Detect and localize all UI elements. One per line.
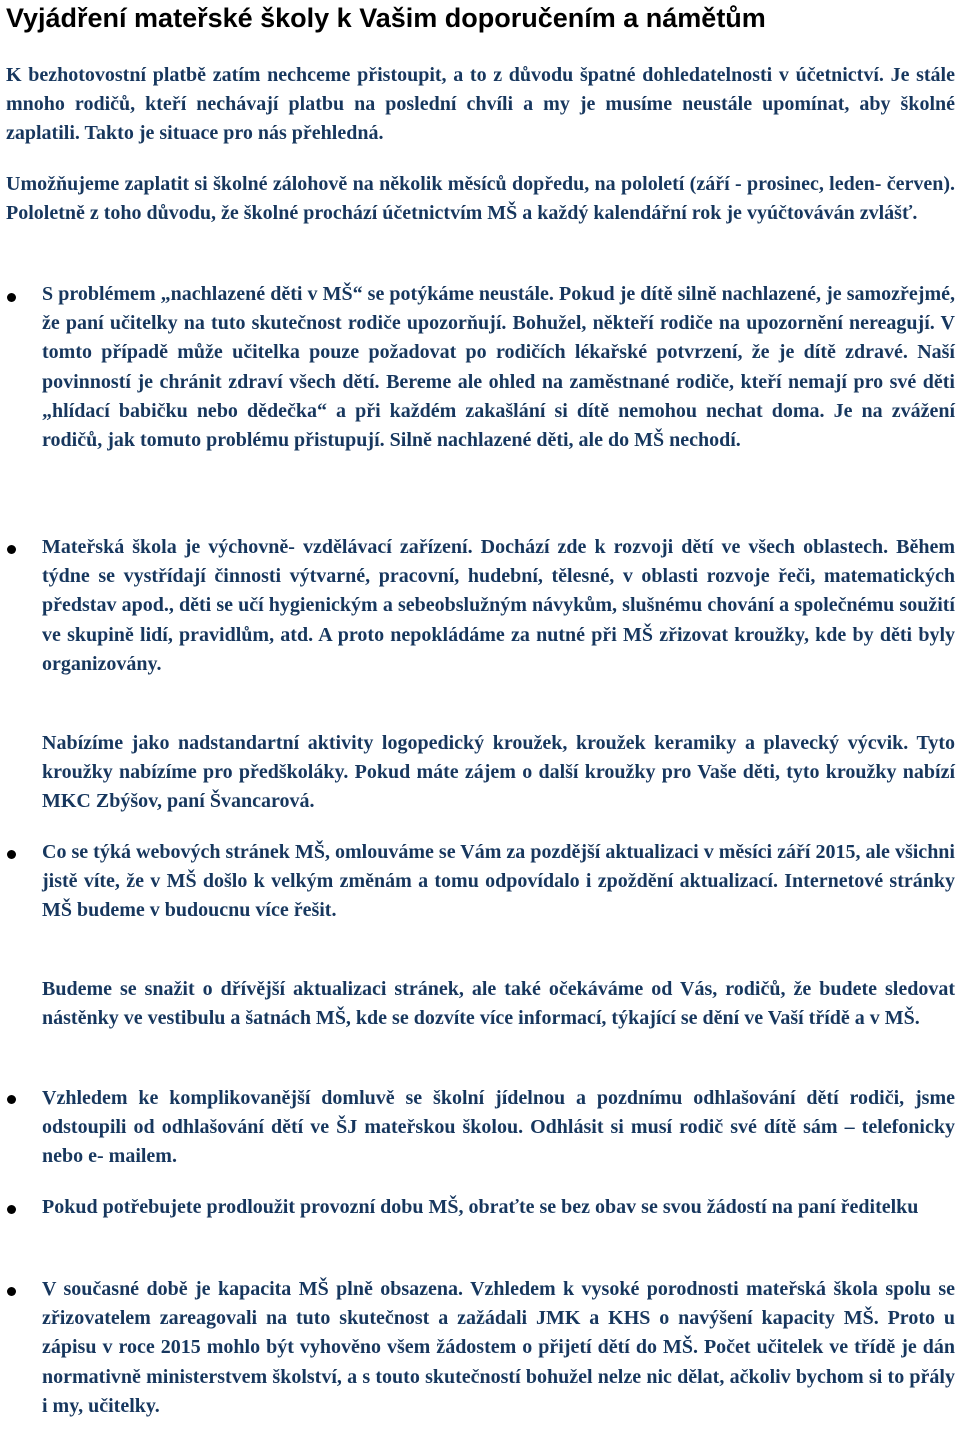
paragraph-capacity: V současné době je kapacita MŠ plně obsazena. Vzhledem k vysoké porodnosti mateřská škola spolu se zřizovatelem zareagovali na tuto skutečnost a zažádali JMK a KHS o navýšení kapacity MŠ. Proto u zápisu v roce 2015 mohlo být vyhověno všem žádostem o přijetí dětí do MŠ. Počet učitelek ve třídě je dán normativně ministerstvem školství, a s touto skutečností bohužel nelze nic dělat, ačkoliv bychom si to přály i my, učitelky.: [42, 1278, 955, 1417]
paragraph-cashless-payment: K bezhotovostní platbě zatím nechceme přistoupit, a to z důvodu špatné dohledatelnosti v účetnictví. Je stále mnoho rodičů, kteří nechávají platbu na poslední chvíli a my je musíme neustále upomínat, aby školné zaplatili. Takto je situace pro nás přehledná.: [6, 64, 955, 145]
paragraph-opening-hours: Pokud potřebujete prodloužit provozní dobu MŠ, obraťte se bez obav se svou žádostí na paní ředitelku: [42, 1196, 919, 1218]
bullet-icon: [7, 293, 16, 302]
paragraph-advance-payment: Umožňujeme zaplatit si školné zálohově na několik měsíců dopředu, na pololetí (září - prosinec, leden- červen). Pololetně z toho důvodu, že školné prochází účetnictvím MŠ a každý kalendářní rok je vyúčtováván zvlášť.: [6, 173, 955, 225]
bullet-icon: [7, 1205, 16, 1214]
page-title: Vyjádření mateřské školy k Vašim doporučením a námětům: [6, 3, 766, 33]
paragraph-sick-children: S problémem „nachlazené děti v MŠ“ se potýkáme neustále. Pokud je dítě silně nachlazené, je samozřejmé, že paní učitelky na tuto skutečnost rodiče upozorňují. Bohužel, někteří rodiče na upozornění nereagují. V tomto případě může učitelka pouze požadovat po rodičích lékařské potvrzení, že je dítě zdravé. Naší povinností je chránit zdraví všech dětí. Bereme ale ohled na zaměstnané rodiče, kteří nemají pro své děti „hlídací babičku nebo dědečka“ a při každém zakašlání si dítě nemohou nechat doma. Je na zvážení rodičů, jak tomuto problému přistupují. Silně nachlazené děti, ale do MŠ nechodí.: [42, 283, 955, 452]
paragraph-education-activities: Mateřská škola je výchovně- vzdělávací zařízení. Dochází zde k rozvoji dětí ve všech oblastech. Během týdne se vystřídají činnosti výtvarné, pracovní, hudební, tělesné, v oblasti rozvoje řeči, matematických představ apod., děti se učí hygienickým a sebeobslužným návykům, slušnému chování a společnému soužití ve skupině lidí, pravidlům, atd. A proto nepokládáme za nutné při MŠ zřizovat kroužky, kde by děti byly organizovány.: [42, 536, 955, 675]
bullet-icon: [7, 850, 16, 859]
paragraph-canteen: Vzhledem ke komplikovanější domluvě se školní jídelnou a pozdnímu odhlašování dětí rodiči, jsme odstoupili od odhlašování dětí ve ŠJ mateřskou školou. Odhlásit si musí rodič své dítě sám – telefonicky nebo e- mailem.: [42, 1087, 955, 1168]
paragraph-notice-boards: Budeme se snažit o dřívější aktualizaci stránek, ale také očekáváme od Vás, rodičů, že budete sledovat nástěnky ve vestibulu a šatnách MŠ, kde se dozvíte více informací, týkající se dění ve Vaší třídě a v MŠ.: [42, 978, 955, 1030]
paragraph-website: Co se týká webových stránek MŠ, omlouváme se Vám za pozdější aktualizaci v měsíci září 2015, ale všichni jistě víte, že v MŠ došlo k velkým změnám a tomu odpovídalo i zpoždění aktualizací. Internetové stránky MŠ budeme v budoucnu více řešit.: [42, 841, 955, 922]
bullet-icon: [7, 1095, 16, 1104]
bullet-icon: [7, 545, 16, 554]
bullet-icon: [7, 1287, 16, 1296]
paragraph-extra-activities: Nabízíme jako nadstandartní aktivity logopedický kroužek, kroužek keramiky a plavecký výcvik. Tyto kroužky nabízíme pro předškoláky. Pokud máte zájem o další kroužky pro Vaše děti, tyto kroužky nabízí MKC Zbýšov, paní Švancarová.: [42, 732, 955, 813]
